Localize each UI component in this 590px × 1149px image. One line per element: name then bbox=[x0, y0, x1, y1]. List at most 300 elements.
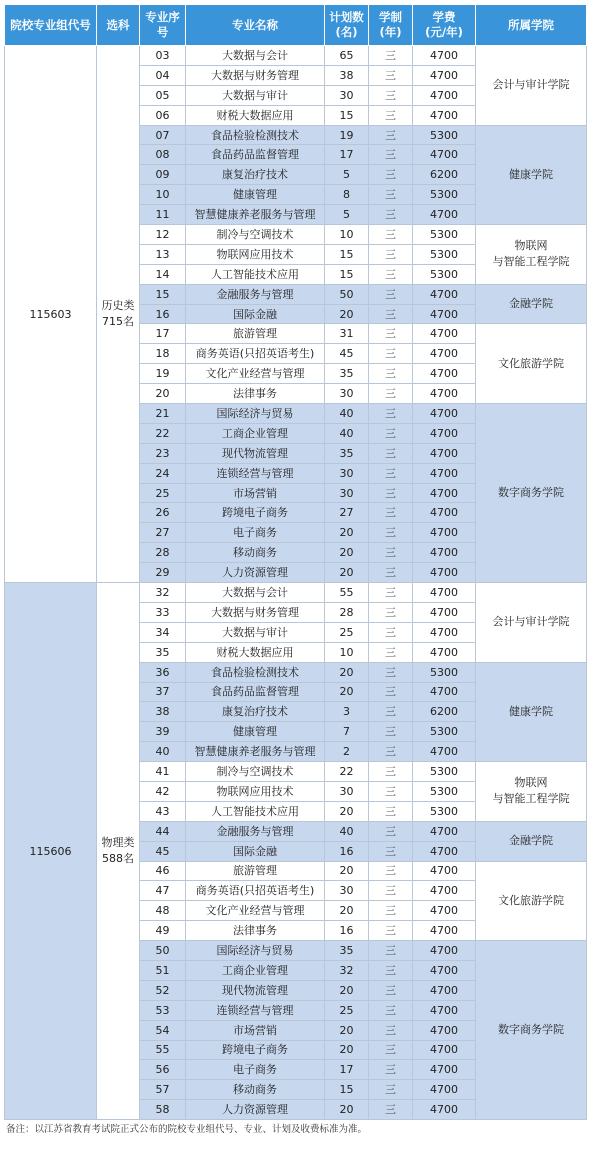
tuition-cell: 5300 bbox=[413, 125, 476, 145]
major-seq-cell: 56 bbox=[140, 1060, 186, 1080]
duration-cell: 三 bbox=[369, 443, 413, 463]
major-seq-cell: 24 bbox=[140, 463, 186, 483]
duration-cell: 三 bbox=[369, 364, 413, 384]
major-name-cell: 文化产业经营与管理 bbox=[186, 364, 325, 384]
major-seq-cell: 42 bbox=[140, 781, 186, 801]
duration-cell: 三 bbox=[369, 244, 413, 264]
duration-cell: 三 bbox=[369, 284, 413, 304]
plan-count-cell: 38 bbox=[325, 65, 369, 85]
duration-cell: 三 bbox=[369, 642, 413, 662]
tuition-cell: 4700 bbox=[413, 960, 476, 980]
tuition-cell: 4700 bbox=[413, 463, 476, 483]
subject-cell: 历史类 715名 bbox=[97, 46, 140, 583]
tuition-cell: 4700 bbox=[413, 901, 476, 921]
plan-count-cell: 20 bbox=[325, 563, 369, 583]
tuition-cell: 4700 bbox=[413, 583, 476, 603]
tuition-cell: 4700 bbox=[413, 861, 476, 881]
duration-cell: 三 bbox=[369, 1020, 413, 1040]
tuition-cell: 6200 bbox=[413, 702, 476, 722]
major-seq-cell: 10 bbox=[140, 185, 186, 205]
major-seq-cell: 23 bbox=[140, 443, 186, 463]
duration-cell: 三 bbox=[369, 901, 413, 921]
plan-count-cell: 20 bbox=[325, 304, 369, 324]
college-cell: 物联网 与智能工程学院 bbox=[476, 225, 587, 285]
duration-cell: 三 bbox=[369, 384, 413, 404]
tuition-cell: 4700 bbox=[413, 682, 476, 702]
plan-count-cell: 15 bbox=[325, 105, 369, 125]
tuition-cell: 4700 bbox=[413, 602, 476, 622]
major-name-cell: 连锁经营与管理 bbox=[186, 463, 325, 483]
major-seq-cell: 50 bbox=[140, 941, 186, 961]
major-name-cell: 国际金融 bbox=[186, 304, 325, 324]
major-name-cell: 康复治疗技术 bbox=[186, 165, 325, 185]
major-seq-cell: 17 bbox=[140, 324, 186, 344]
plan-count-cell: 30 bbox=[325, 463, 369, 483]
header-group-code: 院校专业组代号 bbox=[5, 5, 97, 46]
major-name-cell: 大数据与审计 bbox=[186, 85, 325, 105]
major-name-cell: 市场营销 bbox=[186, 1020, 325, 1040]
major-name-cell: 连锁经营与管理 bbox=[186, 1000, 325, 1020]
duration-cell: 三 bbox=[369, 1100, 413, 1120]
duration-cell: 三 bbox=[369, 85, 413, 105]
duration-cell: 三 bbox=[369, 1000, 413, 1020]
college-cell: 健康学院 bbox=[476, 125, 587, 224]
tuition-cell: 4700 bbox=[413, 423, 476, 443]
plan-count-cell: 55 bbox=[325, 583, 369, 603]
plan-count-cell: 20 bbox=[325, 543, 369, 563]
tuition-cell: 5300 bbox=[413, 244, 476, 264]
plan-count-cell: 30 bbox=[325, 483, 369, 503]
major-name-cell: 金融服务与管理 bbox=[186, 821, 325, 841]
major-name-cell: 大数据与会计 bbox=[186, 46, 325, 66]
major-name-cell: 国际金融 bbox=[186, 841, 325, 861]
major-seq-cell: 15 bbox=[140, 284, 186, 304]
plan-count-cell: 16 bbox=[325, 841, 369, 861]
duration-cell: 三 bbox=[369, 742, 413, 762]
major-name-cell: 物联网应用技术 bbox=[186, 781, 325, 801]
plan-count-cell: 40 bbox=[325, 423, 369, 443]
plan-count-cell: 30 bbox=[325, 85, 369, 105]
major-name-cell: 现代物流管理 bbox=[186, 443, 325, 463]
major-seq-cell: 48 bbox=[140, 901, 186, 921]
tuition-cell: 4700 bbox=[413, 384, 476, 404]
major-name-cell: 制冷与空调技术 bbox=[186, 225, 325, 245]
tuition-cell: 4700 bbox=[413, 1040, 476, 1060]
major-name-cell: 财税大数据应用 bbox=[186, 105, 325, 125]
college-cell: 数字商务学院 bbox=[476, 404, 587, 583]
duration-cell: 三 bbox=[369, 483, 413, 503]
major-seq-cell: 54 bbox=[140, 1020, 186, 1040]
duration-cell: 三 bbox=[369, 921, 413, 941]
major-seq-cell: 53 bbox=[140, 1000, 186, 1020]
major-seq-cell: 06 bbox=[140, 105, 186, 125]
major-name-cell: 工商企业管理 bbox=[186, 960, 325, 980]
table-header-row bbox=[5, 5, 587, 46]
plan-count-cell: 7 bbox=[325, 722, 369, 742]
duration-cell: 三 bbox=[369, 344, 413, 364]
plan-count-cell: 20 bbox=[325, 1020, 369, 1040]
major-seq-cell: 37 bbox=[140, 682, 186, 702]
major-name-cell: 大数据与财务管理 bbox=[186, 602, 325, 622]
tuition-cell: 4700 bbox=[413, 503, 476, 523]
plan-count-cell: 20 bbox=[325, 662, 369, 682]
enrollment-plan-table bbox=[4, 4, 587, 1120]
plan-count-cell: 31 bbox=[325, 324, 369, 344]
footnote: 备注：以江苏省教育考试院正式公布的院校专业组代号、专业、计划及收费标准为准。 bbox=[6, 1124, 368, 1135]
duration-cell: 三 bbox=[369, 185, 413, 205]
tuition-cell: 4700 bbox=[413, 1000, 476, 1020]
major-name-cell: 物联网应用技术 bbox=[186, 244, 325, 264]
duration-cell: 三 bbox=[369, 1080, 413, 1100]
major-seq-cell: 33 bbox=[140, 602, 186, 622]
plan-count-cell: 28 bbox=[325, 602, 369, 622]
tuition-cell: 5300 bbox=[413, 662, 476, 682]
major-name-cell: 大数据与会计 bbox=[186, 583, 325, 603]
tuition-cell: 4700 bbox=[413, 364, 476, 384]
major-seq-cell: 52 bbox=[140, 980, 186, 1000]
header-major-name: 专业名称 bbox=[186, 5, 325, 46]
plan-count-cell: 15 bbox=[325, 264, 369, 284]
table-row bbox=[5, 46, 587, 66]
college-cell: 金融学院 bbox=[476, 821, 587, 861]
tuition-cell: 5300 bbox=[413, 722, 476, 742]
tuition-cell: 4700 bbox=[413, 742, 476, 762]
major-seq-cell: 55 bbox=[140, 1040, 186, 1060]
tuition-cell: 4700 bbox=[413, 1060, 476, 1080]
header-subject: 选科 bbox=[97, 5, 140, 46]
duration-cell: 三 bbox=[369, 543, 413, 563]
group-code-cell: 115603 bbox=[5, 46, 97, 583]
group-code-cell: 115606 bbox=[5, 583, 97, 1120]
tuition-cell: 4700 bbox=[413, 443, 476, 463]
college-cell: 物联网 与智能工程学院 bbox=[476, 762, 587, 822]
major-seq-cell: 36 bbox=[140, 662, 186, 682]
college-cell: 会计与审计学院 bbox=[476, 583, 587, 663]
major-name-cell: 健康管理 bbox=[186, 185, 325, 205]
major-seq-cell: 05 bbox=[140, 85, 186, 105]
enrollment-plan-table-container bbox=[4, 4, 586, 1120]
duration-cell: 三 bbox=[369, 622, 413, 642]
plan-count-cell: 10 bbox=[325, 225, 369, 245]
major-name-cell: 工商企业管理 bbox=[186, 423, 325, 443]
tuition-cell: 4700 bbox=[413, 65, 476, 85]
major-seq-cell: 35 bbox=[140, 642, 186, 662]
major-seq-cell: 19 bbox=[140, 364, 186, 384]
tuition-cell: 4700 bbox=[413, 980, 476, 1000]
duration-cell: 三 bbox=[369, 1040, 413, 1060]
tuition-cell: 4700 bbox=[413, 105, 476, 125]
plan-count-cell: 25 bbox=[325, 1000, 369, 1020]
major-seq-cell: 34 bbox=[140, 622, 186, 642]
major-name-cell: 法律事务 bbox=[186, 384, 325, 404]
duration-cell: 三 bbox=[369, 65, 413, 85]
duration-cell: 三 bbox=[369, 423, 413, 443]
major-seq-cell: 27 bbox=[140, 523, 186, 543]
major-name-cell: 健康管理 bbox=[186, 722, 325, 742]
plan-count-cell: 30 bbox=[325, 384, 369, 404]
duration-cell: 三 bbox=[369, 722, 413, 742]
major-seq-cell: 41 bbox=[140, 762, 186, 782]
tuition-cell: 5300 bbox=[413, 801, 476, 821]
header-college: 所属学院 bbox=[476, 5, 587, 46]
major-name-cell: 市场营销 bbox=[186, 483, 325, 503]
major-seq-cell: 18 bbox=[140, 344, 186, 364]
subject-cell: 物理类 588名 bbox=[97, 583, 140, 1120]
duration-cell: 三 bbox=[369, 662, 413, 682]
tuition-cell: 4700 bbox=[413, 642, 476, 662]
plan-count-cell: 40 bbox=[325, 821, 369, 841]
major-name-cell: 人工智能技术应用 bbox=[186, 801, 325, 821]
major-name-cell: 食品检验检测技术 bbox=[186, 662, 325, 682]
tuition-cell: 4700 bbox=[413, 563, 476, 583]
plan-count-cell: 20 bbox=[325, 1040, 369, 1060]
major-seq-cell: 04 bbox=[140, 65, 186, 85]
tuition-cell: 5300 bbox=[413, 781, 476, 801]
duration-cell: 三 bbox=[369, 523, 413, 543]
tuition-cell: 5300 bbox=[413, 185, 476, 205]
major-name-cell: 移动商务 bbox=[186, 543, 325, 563]
major-name-cell: 智慧健康养老服务与管理 bbox=[186, 742, 325, 762]
duration-cell: 三 bbox=[369, 980, 413, 1000]
plan-count-cell: 2 bbox=[325, 742, 369, 762]
plan-count-cell: 32 bbox=[325, 960, 369, 980]
major-name-cell: 商务英语(只招英语考生) bbox=[186, 881, 325, 901]
duration-cell: 三 bbox=[369, 781, 413, 801]
duration-cell: 三 bbox=[369, 702, 413, 722]
tuition-cell: 4700 bbox=[413, 205, 476, 225]
major-name-cell: 大数据与审计 bbox=[186, 622, 325, 642]
college-cell: 健康学院 bbox=[476, 662, 587, 761]
plan-count-cell: 17 bbox=[325, 1060, 369, 1080]
major-name-cell: 智慧健康养老服务与管理 bbox=[186, 205, 325, 225]
major-name-cell: 法律事务 bbox=[186, 921, 325, 941]
major-seq-cell: 45 bbox=[140, 841, 186, 861]
major-name-cell: 现代物流管理 bbox=[186, 980, 325, 1000]
college-cell: 数字商务学院 bbox=[476, 941, 587, 1120]
major-seq-cell: 46 bbox=[140, 861, 186, 881]
major-seq-cell: 58 bbox=[140, 1100, 186, 1120]
plan-count-cell: 5 bbox=[325, 165, 369, 185]
major-name-cell: 人力资源管理 bbox=[186, 1100, 325, 1120]
major-seq-cell: 07 bbox=[140, 125, 186, 145]
major-name-cell: 电子商务 bbox=[186, 523, 325, 543]
duration-cell: 三 bbox=[369, 762, 413, 782]
major-seq-cell: 25 bbox=[140, 483, 186, 503]
major-seq-cell: 57 bbox=[140, 1080, 186, 1100]
duration-cell: 三 bbox=[369, 304, 413, 324]
major-seq-cell: 32 bbox=[140, 583, 186, 603]
tuition-cell: 4700 bbox=[413, 324, 476, 344]
plan-count-cell: 20 bbox=[325, 523, 369, 543]
major-seq-cell: 38 bbox=[140, 702, 186, 722]
tuition-cell: 4700 bbox=[413, 304, 476, 324]
major-seq-cell: 49 bbox=[140, 921, 186, 941]
plan-count-cell: 45 bbox=[325, 344, 369, 364]
major-name-cell: 食品检验检测技术 bbox=[186, 125, 325, 145]
major-seq-cell: 09 bbox=[140, 165, 186, 185]
duration-cell: 三 bbox=[369, 145, 413, 165]
major-name-cell: 国际经济与贸易 bbox=[186, 941, 325, 961]
plan-count-cell: 20 bbox=[325, 801, 369, 821]
header-plan-count: 计划数 (名) bbox=[325, 5, 369, 46]
tuition-cell: 5300 bbox=[413, 225, 476, 245]
duration-cell: 三 bbox=[369, 583, 413, 603]
major-name-cell: 国际经济与贸易 bbox=[186, 404, 325, 424]
major-name-cell: 跨境电子商务 bbox=[186, 1040, 325, 1060]
major-name-cell: 大数据与财务管理 bbox=[186, 65, 325, 85]
tuition-cell: 4700 bbox=[413, 46, 476, 66]
major-seq-cell: 39 bbox=[140, 722, 186, 742]
duration-cell: 三 bbox=[369, 463, 413, 483]
major-seq-cell: 16 bbox=[140, 304, 186, 324]
major-seq-cell: 08 bbox=[140, 145, 186, 165]
table-body bbox=[5, 46, 587, 1120]
major-seq-cell: 40 bbox=[140, 742, 186, 762]
major-name-cell: 人工智能技术应用 bbox=[186, 264, 325, 284]
duration-cell: 三 bbox=[369, 205, 413, 225]
major-seq-cell: 20 bbox=[140, 384, 186, 404]
major-name-cell: 财税大数据应用 bbox=[186, 642, 325, 662]
duration-cell: 三 bbox=[369, 682, 413, 702]
duration-cell: 三 bbox=[369, 1060, 413, 1080]
major-name-cell: 电子商务 bbox=[186, 1060, 325, 1080]
tuition-cell: 4700 bbox=[413, 1100, 476, 1120]
duration-cell: 三 bbox=[369, 941, 413, 961]
plan-count-cell: 5 bbox=[325, 205, 369, 225]
major-seq-cell: 13 bbox=[140, 244, 186, 264]
duration-cell: 三 bbox=[369, 821, 413, 841]
plan-count-cell: 30 bbox=[325, 781, 369, 801]
major-name-cell: 跨境电子商务 bbox=[186, 503, 325, 523]
tuition-cell: 4700 bbox=[413, 1080, 476, 1100]
duration-cell: 三 bbox=[369, 602, 413, 622]
major-seq-cell: 29 bbox=[140, 563, 186, 583]
duration-cell: 三 bbox=[369, 225, 413, 245]
plan-count-cell: 19 bbox=[325, 125, 369, 145]
plan-count-cell: 50 bbox=[325, 284, 369, 304]
tuition-cell: 5300 bbox=[413, 264, 476, 284]
plan-count-cell: 30 bbox=[325, 881, 369, 901]
duration-cell: 三 bbox=[369, 105, 413, 125]
tuition-cell: 5300 bbox=[413, 762, 476, 782]
major-name-cell: 食品药品监督管理 bbox=[186, 145, 325, 165]
duration-cell: 三 bbox=[369, 881, 413, 901]
header-duration: 学制 (年) bbox=[369, 5, 413, 46]
duration-cell: 三 bbox=[369, 801, 413, 821]
duration-cell: 三 bbox=[369, 165, 413, 185]
plan-count-cell: 40 bbox=[325, 404, 369, 424]
tuition-cell: 4700 bbox=[413, 841, 476, 861]
tuition-cell: 4700 bbox=[413, 284, 476, 304]
major-seq-cell: 12 bbox=[140, 225, 186, 245]
major-seq-cell: 44 bbox=[140, 821, 186, 841]
tuition-cell: 4700 bbox=[413, 145, 476, 165]
major-seq-cell: 28 bbox=[140, 543, 186, 563]
duration-cell: 三 bbox=[369, 861, 413, 881]
header-major-seq: 专业序号 bbox=[140, 5, 186, 46]
major-seq-cell: 14 bbox=[140, 264, 186, 284]
plan-count-cell: 20 bbox=[325, 1100, 369, 1120]
plan-count-cell: 8 bbox=[325, 185, 369, 205]
duration-cell: 三 bbox=[369, 324, 413, 344]
duration-cell: 三 bbox=[369, 960, 413, 980]
major-name-cell: 人力资源管理 bbox=[186, 563, 325, 583]
plan-count-cell: 35 bbox=[325, 941, 369, 961]
duration-cell: 三 bbox=[369, 404, 413, 424]
tuition-cell: 4700 bbox=[413, 941, 476, 961]
plan-count-cell: 16 bbox=[325, 921, 369, 941]
major-seq-cell: 21 bbox=[140, 404, 186, 424]
major-seq-cell: 11 bbox=[140, 205, 186, 225]
college-cell: 会计与审计学院 bbox=[476, 46, 587, 126]
major-name-cell: 制冷与空调技术 bbox=[186, 762, 325, 782]
duration-cell: 三 bbox=[369, 841, 413, 861]
major-name-cell: 文化产业经营与管理 bbox=[186, 901, 325, 921]
major-name-cell: 移动商务 bbox=[186, 1080, 325, 1100]
plan-count-cell: 20 bbox=[325, 861, 369, 881]
tuition-cell: 4700 bbox=[413, 881, 476, 901]
plan-count-cell: 3 bbox=[325, 702, 369, 722]
college-cell: 文化旅游学院 bbox=[476, 861, 587, 941]
plan-count-cell: 15 bbox=[325, 244, 369, 264]
major-name-cell: 旅游管理 bbox=[186, 861, 325, 881]
duration-cell: 三 bbox=[369, 46, 413, 66]
plan-count-cell: 65 bbox=[325, 46, 369, 66]
major-seq-cell: 22 bbox=[140, 423, 186, 443]
plan-count-cell: 20 bbox=[325, 901, 369, 921]
duration-cell: 三 bbox=[369, 563, 413, 583]
duration-cell: 三 bbox=[369, 264, 413, 284]
college-cell: 文化旅游学院 bbox=[476, 324, 587, 404]
header-tuition: 学费 (元/年) bbox=[413, 5, 476, 46]
plan-count-cell: 10 bbox=[325, 642, 369, 662]
duration-cell: 三 bbox=[369, 125, 413, 145]
tuition-cell: 4700 bbox=[413, 85, 476, 105]
tuition-cell: 4700 bbox=[413, 821, 476, 841]
major-seq-cell: 51 bbox=[140, 960, 186, 980]
college-cell: 金融学院 bbox=[476, 284, 587, 324]
tuition-cell: 4700 bbox=[413, 622, 476, 642]
major-seq-cell: 03 bbox=[140, 46, 186, 66]
major-name-cell: 金融服务与管理 bbox=[186, 284, 325, 304]
plan-count-cell: 22 bbox=[325, 762, 369, 782]
tuition-cell: 4700 bbox=[413, 404, 476, 424]
plan-count-cell: 17 bbox=[325, 145, 369, 165]
duration-cell: 三 bbox=[369, 503, 413, 523]
major-seq-cell: 43 bbox=[140, 801, 186, 821]
plan-count-cell: 25 bbox=[325, 622, 369, 642]
tuition-cell: 4700 bbox=[413, 543, 476, 563]
tuition-cell: 4700 bbox=[413, 344, 476, 364]
tuition-cell: 6200 bbox=[413, 165, 476, 185]
major-name-cell: 康复治疗技术 bbox=[186, 702, 325, 722]
plan-count-cell: 35 bbox=[325, 364, 369, 384]
plan-count-cell: 20 bbox=[325, 682, 369, 702]
major-seq-cell: 26 bbox=[140, 503, 186, 523]
major-name-cell: 食品药品监督管理 bbox=[186, 682, 325, 702]
table-row bbox=[5, 583, 587, 603]
major-name-cell: 旅游管理 bbox=[186, 324, 325, 344]
major-name-cell: 商务英语(只招英语考生) bbox=[186, 344, 325, 364]
plan-count-cell: 20 bbox=[325, 980, 369, 1000]
plan-count-cell: 27 bbox=[325, 503, 369, 523]
plan-count-cell: 15 bbox=[325, 1080, 369, 1100]
tuition-cell: 4700 bbox=[413, 523, 476, 543]
plan-count-cell: 35 bbox=[325, 443, 369, 463]
tuition-cell: 4700 bbox=[413, 921, 476, 941]
tuition-cell: 4700 bbox=[413, 483, 476, 503]
tuition-cell: 4700 bbox=[413, 1020, 476, 1040]
